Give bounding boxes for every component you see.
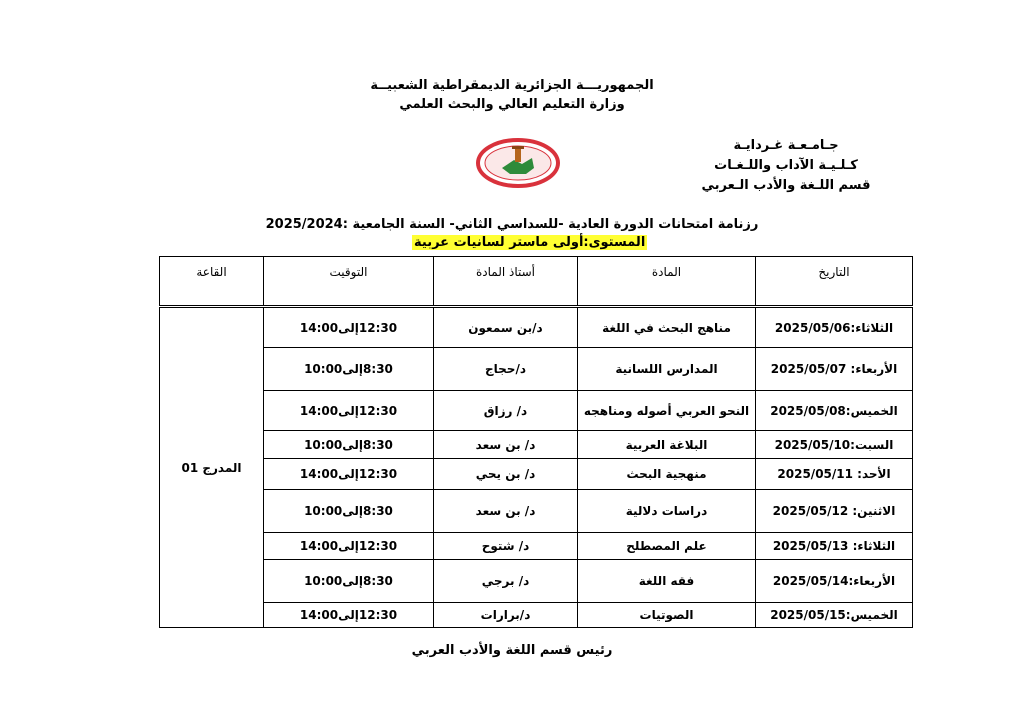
cell-subject: الصوتيات	[578, 603, 756, 628]
cell-time: 8:30إلى10:00	[264, 490, 434, 533]
cell-time: 8:30إلى10:00	[264, 348, 434, 391]
table-header-row	[160, 257, 913, 306]
table-row	[160, 459, 913, 490]
table-row	[160, 391, 913, 431]
cell-date: الأربعاء:2025/05/14	[756, 560, 913, 603]
cell-subject: النحو العربي أصوله ومناهجه	[578, 391, 756, 431]
cell-subject: فقه اللغة	[578, 560, 756, 603]
table-row	[160, 560, 913, 603]
col-header-room: القاعة	[160, 257, 264, 306]
cell-date: السبت:2025/05/10	[756, 431, 913, 459]
cell-subject: منهجية البحث	[578, 459, 756, 490]
university-seal-icon	[476, 138, 560, 188]
cell-date: الأحد: 2025/05/11	[756, 459, 913, 490]
schedule-title: رزنامة امتحانات الدورة العادية -للسداسي الثاني- السنة الجامعية :2025/2024	[265, 217, 759, 232]
cell-professor: د/ رزاق	[434, 391, 578, 431]
cell-room: المدرج 01	[160, 308, 264, 628]
department-head-signature: رئيس قسم اللغة والأدب العربي	[411, 643, 613, 658]
col-header-subject: المادة	[578, 257, 756, 306]
cell-professor: د/حجاج	[434, 348, 578, 391]
table-row	[160, 603, 913, 628]
cell-date: الثلاثاء: 2025/05/13	[756, 533, 913, 560]
exam-schedule-table	[159, 256, 913, 628]
table-row	[160, 348, 913, 391]
cell-professor: د/ برجي	[434, 560, 578, 603]
level-label: المستوى:أولى ماستر لسانيات عربية	[414, 235, 646, 250]
col-header-date: التاريخ	[756, 257, 913, 306]
cell-date: الخميس:2025/05/15	[756, 603, 913, 628]
cell-date: الأربعاء: 2025/05/07	[756, 348, 913, 391]
department-name: قسم اللـغة والأدب الـعربي	[701, 178, 871, 193]
cell-time: 12:30إلى14:00	[264, 533, 434, 560]
republic-title: الجمهوريـــة الجزائرية الديمقراطية الشعبيــة	[370, 78, 654, 93]
col-header-time: التوقيت	[264, 257, 434, 306]
table-row	[160, 533, 913, 560]
cell-professor: د/ بن يحي	[434, 459, 578, 490]
cell-professor: د/برارات	[434, 603, 578, 628]
cell-subject: دراسات دلالية	[578, 490, 756, 533]
cell-subject: المدارس اللسانية	[578, 348, 756, 391]
table-row	[160, 308, 913, 348]
ministry-title: وزارة التعليم العالي والبحث العلمي	[399, 97, 625, 112]
table-row	[160, 431, 913, 459]
cell-time: 8:30إلى10:00	[264, 560, 434, 603]
cell-time: 8:30إلى10:00	[264, 431, 434, 459]
table-row	[160, 490, 913, 533]
cell-time: 12:30إلى14:00	[264, 459, 434, 490]
cell-time: 12:30إلى14:00	[264, 391, 434, 431]
cell-professor: د/ بن سعد	[434, 490, 578, 533]
cell-time: 12:30إلى14:00	[264, 308, 434, 348]
cell-date: الخميس:2025/05/08	[756, 391, 913, 431]
cell-time: 12:30إلى14:00	[264, 603, 434, 628]
cell-date: الثلاثاء:2025/05/06	[756, 308, 913, 348]
faculty-name: كـلـيـة الآداب واللـغـات	[714, 158, 858, 173]
col-header-professor: أستاذ المادة	[434, 257, 578, 306]
cell-professor: د/ بن سعد	[434, 431, 578, 459]
cell-subject: علم المصطلح	[578, 533, 756, 560]
cell-subject: البلاغة العربية	[578, 431, 756, 459]
cell-subject: مناهج البحث في اللغة	[578, 308, 756, 348]
cell-professor: د/ شتوح	[434, 533, 578, 560]
university-name: جـامـعـة غـردايـة	[733, 138, 839, 153]
cell-date: الاثنين: 2025/05/12	[756, 490, 913, 533]
cell-professor: د/بن سمعون	[434, 308, 578, 348]
